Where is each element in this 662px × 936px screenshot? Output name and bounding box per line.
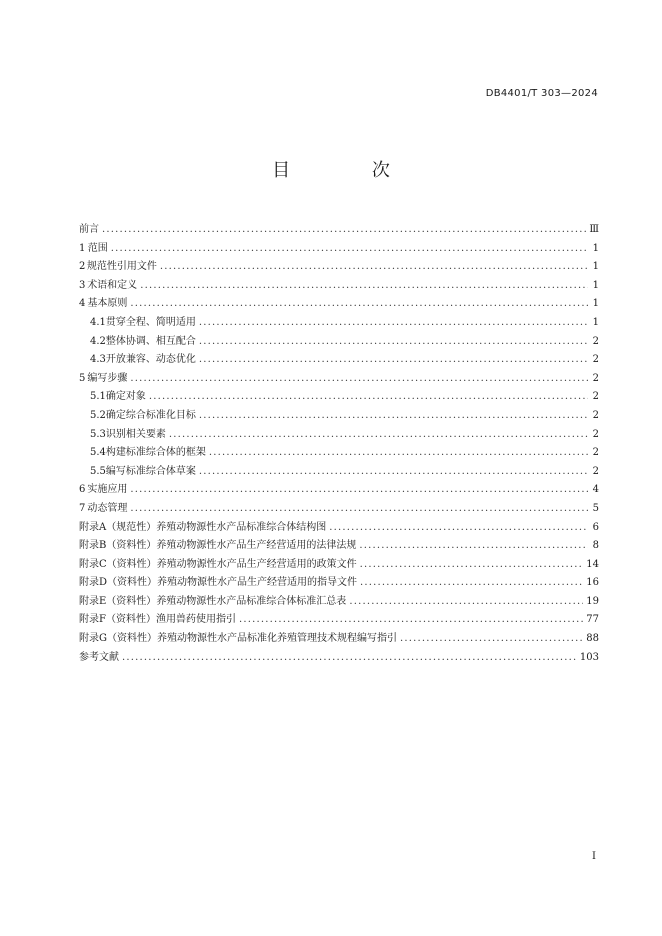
toc-entry[interactable] <box>79 276 599 295</box>
toc-entry-page: 19 <box>586 595 599 607</box>
toc-entry-label: 养殖动物源性水产品标准综合体结构图 <box>156 521 327 533</box>
toc-entry-label: 养殖动物源性水产品生产经营适用的政策文件 <box>156 558 357 570</box>
toc-entry-label: 养殖动物源性水产品标准综合体标准汇总表 <box>156 595 347 607</box>
toc-entry-label: 识别相关要素 <box>105 428 166 440</box>
toc-entry-label: 养殖动物源性水产品标准化养殖管理技术规程编写指引 <box>157 633 397 645</box>
page-title: 目 次 <box>272 160 428 181</box>
toc-entry-label: 术语和定义 <box>87 279 138 291</box>
toc-entry-number: 附录D（资料性） <box>79 577 158 589</box>
toc-leader-dots <box>160 261 588 272</box>
toc-entry-label: 确定综合标准化目标 <box>105 409 196 421</box>
toc-entry[interactable] <box>79 406 599 425</box>
toc-entry-page: 1 <box>592 242 599 254</box>
toc-entry-page: Ⅲ <box>589 224 599 235</box>
toc-entry-number: 4.3 <box>90 354 106 366</box>
toc-entry-label: 规范性引用文件 <box>86 261 157 273</box>
toc-entry-page: 6 <box>592 521 599 533</box>
toc-entry-number: 6 <box>79 484 86 496</box>
toc-leader-dots <box>359 540 588 551</box>
toc-entry-page: 5 <box>592 502 599 514</box>
toc-leader-dots <box>111 243 588 254</box>
toc-entry[interactable] <box>79 518 599 537</box>
toc-entry-label: 确定对象 <box>105 391 146 403</box>
toc-entry-label: 范围 <box>87 242 108 254</box>
table-of-contents <box>79 220 599 666</box>
toc-entry[interactable] <box>79 387 599 406</box>
toc-leader-dots <box>199 336 588 347</box>
toc-entry[interactable] <box>79 610 599 629</box>
toc-entry-label: 编写步骤 <box>87 372 128 384</box>
toc-leader-dots <box>130 484 588 495</box>
toc-entry-number: 4.2 <box>90 335 106 347</box>
toc-entry[interactable] <box>79 462 599 481</box>
footer-page-number: I <box>592 851 596 862</box>
toc-entry-label: 构建标准综合体的框架 <box>105 447 206 459</box>
toc-leader-dots <box>199 317 588 328</box>
toc-entry[interactable] <box>79 294 599 313</box>
toc-entry-label: 整体协调、相互配合 <box>105 335 196 347</box>
toc-entry-page: 8 <box>592 540 599 552</box>
toc-entry-page: 88 <box>586 633 599 645</box>
toc-entry[interactable] <box>79 332 599 351</box>
toc-entry[interactable] <box>79 257 599 276</box>
toc-entry-number: 5 <box>79 372 86 384</box>
toc-entry-number: 5.5 <box>90 465 106 477</box>
toc-leader-dots <box>122 652 577 663</box>
toc-entry-number: 2 <box>79 261 86 273</box>
toc-entry-label: 开放兼容、动态优化 <box>105 354 196 366</box>
toc-entry-number: 附录A（规范性） <box>79 521 157 533</box>
toc-leader-dots <box>199 410 588 421</box>
toc-leader-dots <box>130 503 588 514</box>
toc-entry-number: 3 <box>79 279 86 291</box>
toc-entry-page: 103 <box>579 651 599 663</box>
toc-entry-page: 2 <box>592 409 599 421</box>
toc-leader-dots <box>360 577 583 588</box>
toc-entry-label: 编写标准综合体草案 <box>105 465 196 477</box>
toc-leader-dots <box>130 373 588 384</box>
toc-entry[interactable] <box>79 499 599 518</box>
toc-entry-page: 77 <box>586 614 599 626</box>
toc-entry[interactable] <box>79 480 599 499</box>
toc-entry-label: 养殖动物源性水产品生产经营适用的法律法规 <box>156 540 357 552</box>
toc-entry-label: 渔用兽药使用指引 <box>155 614 236 626</box>
toc-entry-page: 14 <box>586 558 599 570</box>
toc-entry-page: 1 <box>592 316 599 328</box>
toc-entry-label: 基本原则 <box>87 298 128 310</box>
toc-entry-number: 1 <box>79 242 86 254</box>
toc-entry-page: 1 <box>592 261 599 273</box>
toc-leader-dots <box>329 522 588 533</box>
toc-entry-number: 附录G（资料性） <box>79 633 157 645</box>
toc-entry-page: 2 <box>592 335 599 347</box>
toc-entry[interactable] <box>79 425 599 444</box>
toc-leader-dots <box>199 354 588 365</box>
toc-entry-page: 2 <box>592 428 599 440</box>
toc-entry[interactable] <box>79 648 599 667</box>
toc-entry[interactable] <box>79 443 599 462</box>
toc-leader-dots <box>199 466 588 477</box>
toc-entry[interactable] <box>79 350 599 369</box>
toc-entry-page: 2 <box>592 354 599 366</box>
toc-entry-number: 5.3 <box>90 428 106 440</box>
toc-entry-number: 附录B（资料性） <box>79 540 157 552</box>
toc-leader-dots <box>360 559 584 570</box>
toc-leader-dots <box>209 447 588 458</box>
toc-entry-number: 附录F（资料性） <box>79 614 156 626</box>
toc-entry-number: 附录C（资料性） <box>79 558 157 570</box>
toc-entry-page: 1 <box>592 298 599 310</box>
document-code: DB4401/T 303—2024 <box>485 88 598 99</box>
toc-entry-number: 4.1 <box>90 316 106 328</box>
toc-entry[interactable] <box>79 313 599 332</box>
toc-entry-number: 5.2 <box>90 409 106 421</box>
toc-entry[interactable] <box>79 536 599 555</box>
toc-entry[interactable] <box>79 220 599 239</box>
toc-entry-label: 参考文献 <box>79 651 119 663</box>
toc-leader-dots <box>239 614 583 625</box>
toc-leader-dots <box>140 280 588 291</box>
toc-entry[interactable] <box>79 369 599 388</box>
toc-leader-dots <box>102 224 586 235</box>
toc-leader-dots <box>349 596 583 607</box>
toc-entry-number: 5.4 <box>90 447 106 459</box>
toc-entry-label: 实施应用 <box>87 484 128 496</box>
toc-entry[interactable] <box>79 239 599 258</box>
toc-entry-label: 动态管理 <box>87 502 128 514</box>
toc-entry-number: 7 <box>79 502 86 514</box>
toc-entry-number: 5.1 <box>90 391 106 403</box>
toc-entry-page: 16 <box>586 577 599 589</box>
toc-leader-dots <box>400 633 583 644</box>
toc-entry[interactable] <box>79 573 599 592</box>
toc-entry-page: 2 <box>592 372 599 384</box>
toc-leader-dots <box>130 298 588 309</box>
toc-entry-page: 2 <box>592 391 599 403</box>
toc-leader-dots <box>149 391 588 402</box>
toc-entry-label: 养殖动物源性水产品生产经营适用的指导文件 <box>157 577 358 589</box>
toc-entry-page: 4 <box>592 484 599 496</box>
toc-entry-label: 贯穿全程、简明适用 <box>105 316 196 328</box>
toc-entry-page: 2 <box>592 465 599 477</box>
toc-entry-number: 4 <box>79 298 86 310</box>
toc-entry-page: 1 <box>592 279 599 291</box>
toc-leader-dots <box>169 429 588 440</box>
toc-entry-number: 附录E（资料性） <box>79 595 157 607</box>
toc-entry-page: 2 <box>592 447 599 459</box>
toc-entry[interactable] <box>79 555 599 574</box>
toc-entry[interactable] <box>79 629 599 648</box>
toc-entry[interactable] <box>79 592 599 611</box>
toc-entry-label: 前言 <box>79 224 99 235</box>
